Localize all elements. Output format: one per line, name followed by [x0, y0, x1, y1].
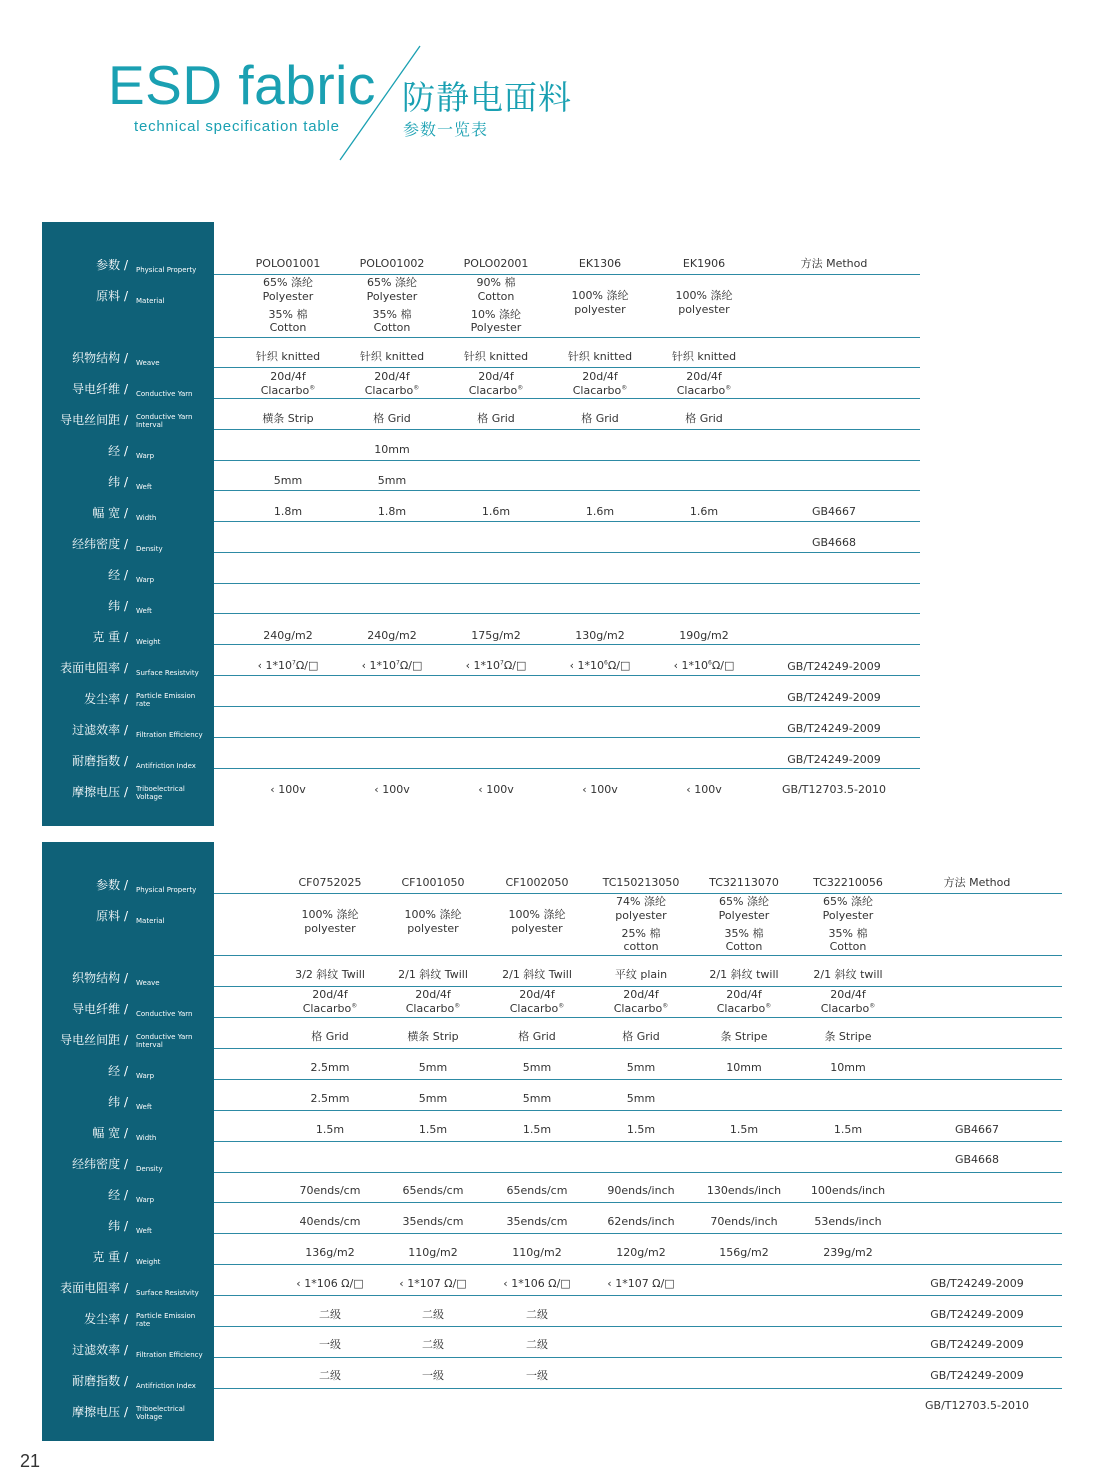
table2-yarn-cell: 20d/4f Clacarbo® [820, 988, 876, 1015]
sidebar-row [42, 899, 214, 930]
sidebar-row [42, 403, 214, 434]
sidebar-row [42, 1085, 214, 1116]
table1-resistivity-cell: ‹ $1*10^6\Omega/□$ [673, 659, 735, 672]
sidebar-label-en: Material [136, 297, 165, 306]
table1-interval-cell: 格 Grid [477, 412, 515, 425]
table2-antifriction-method: GB/T24249-2009 [930, 1369, 1024, 1382]
sidebar-label-en: Warp [136, 1072, 155, 1081]
sidebar-label-en: Physical Property [136, 266, 197, 275]
table1-rule [214, 367, 920, 368]
table2-column-header: CF0752025 [298, 876, 362, 889]
sidebar-row [42, 527, 214, 558]
sidebar-label-en: Weft [136, 483, 152, 492]
sidebar-row [42, 775, 214, 806]
sidebar-label-en: Triboelectrical Voltage [136, 784, 185, 802]
table2-weave-cell: 2/1 斜纹 twill [813, 968, 883, 981]
sidebar-row [42, 1302, 214, 1333]
table1-rule [214, 706, 920, 707]
sidebar-label-cn: 织物结构 / [72, 971, 128, 985]
sidebar-row [42, 620, 214, 651]
sidebar-label-en: Warp [136, 1196, 155, 1205]
table2-filtration-method: GB/T24249-2009 [930, 1338, 1024, 1351]
table2-yarn-cell: 20d/4f Clacarbo® [405, 988, 461, 1015]
sidebar-label-cn: 耐磨指数 / [72, 754, 128, 768]
sidebar-label-cn: 耐磨指数 / [72, 1374, 128, 1388]
sidebar-row [42, 465, 214, 496]
title-cn: 防静电面料 [402, 78, 572, 117]
table1-yarn-cell: 20d/4f Clacarbo® [676, 370, 732, 397]
table2-rule [214, 1079, 1062, 1080]
title-en: ESD fabric [108, 54, 376, 116]
table2-interval-cell: 格 Grid [622, 1030, 660, 1043]
table1-weave-cell: 针织 knitted [359, 350, 425, 363]
table2-interval-cell: 条 Stripe [720, 1030, 768, 1043]
sidebar-row [42, 651, 214, 682]
sidebar-label-en: Weight [136, 1258, 161, 1267]
table2-resistivity-cell: ‹ 1*107 Ω/□ [607, 1277, 675, 1290]
table2-rule [214, 1110, 1062, 1111]
table2-weft-cell: 5mm [626, 1092, 656, 1105]
table2-column-header: TC150213050 [602, 876, 680, 889]
table2-width-cell: 1.5m [729, 1123, 759, 1136]
sidebar-label-en: Warp [136, 576, 155, 585]
sidebar-row [42, 372, 214, 403]
table2-column-header: TC32210056 [813, 876, 883, 889]
sidebar-row [42, 682, 214, 713]
table1-particle-method: GB/T24249-2009 [787, 691, 881, 704]
table2-voltage-method: GB/T12703.5-2010 [925, 1399, 1029, 1412]
subtitle-en: technical specification table [134, 118, 340, 135]
table2-weight-cell: 110g/m2 [408, 1246, 458, 1259]
table2-rule [214, 1017, 1062, 1018]
sidebar-row [42, 1333, 214, 1364]
table2-interval-cell: 格 Grid [311, 1030, 349, 1043]
table1-yarn-cell: 20d/4f Clacarbo® [572, 370, 628, 397]
table2-rule [214, 1264, 1062, 1265]
sidebar-label-cn: 经 / [108, 444, 128, 458]
table1-resistivity-cell: ‹ $1*10^7\Omega/□$ [361, 659, 423, 672]
sidebar-row [42, 558, 214, 589]
table1-yarn-cell: 20d/4f Clacarbo® [260, 370, 316, 397]
table1-interval-cell: 格 Grid [373, 412, 411, 425]
sidebar-row [42, 1364, 214, 1395]
table2-particle-method: GB/T24249-2009 [930, 1308, 1024, 1321]
table1-column-header: POLO01001 [255, 257, 321, 270]
table2-density-warp-cell: 100ends/inch [810, 1184, 886, 1197]
table1-weave-cell: 针织 knitted [567, 350, 633, 363]
table2-interval-cell: 条 Stripe [824, 1030, 872, 1043]
table2-sidebar [42, 842, 214, 1441]
table2-antifriction-cell: 一级 [526, 1369, 548, 1382]
sidebar-label-cn: 摩擦电压 / [72, 1405, 128, 1419]
table2-weight-cell: 110g/m2 [512, 1246, 562, 1259]
sidebar-label-en: Material [136, 917, 165, 926]
table2-yarn-cell: 20d/4f Clacarbo® [302, 988, 358, 1015]
table1-weave-cell: 针织 knitted [463, 350, 529, 363]
table1-rule [214, 737, 920, 738]
table1-column-header: EK1306 [578, 257, 622, 270]
sidebar-label-en: Weight [136, 638, 161, 647]
table1-material-cell: 65% 涤纶 Polyester 35% 棉 Cotton [262, 276, 314, 335]
table2-yarn-cell: 20d/4f Clacarbo® [509, 988, 565, 1015]
sidebar-label-cn: 原料 / [96, 909, 128, 923]
table2-material-cell: 65% 涤纶 Polyester 35% 棉 Cotton [718, 895, 770, 954]
sidebar-label-en: Conductive Yarn [136, 1010, 193, 1019]
sidebar-label-cn: 幅 宽 / [92, 506, 128, 520]
sidebar-row [42, 279, 214, 310]
table2-width-cell: 1.5m [833, 1123, 863, 1136]
table1-weft-cell: 5mm [273, 474, 303, 487]
table2-column-header: CF1002050 [505, 876, 569, 889]
sidebar-row [42, 1116, 214, 1147]
table1-weight-cell: 130g/m2 [575, 629, 625, 642]
sidebar-label-cn: 过滤效率 / [72, 1343, 128, 1357]
sidebar-row [42, 1395, 214, 1426]
sidebar-row [42, 496, 214, 527]
table2-warp-cell: 10mm [726, 1061, 762, 1074]
table1-rule [214, 460, 920, 461]
sidebar-label-cn: 纬 / [108, 1095, 128, 1109]
table2-rule [214, 1048, 1062, 1049]
table1-rule [214, 337, 920, 338]
sidebar-label-en: Triboelectrical Voltage [136, 1404, 185, 1422]
table2-column-header: CF1001050 [401, 876, 465, 889]
table2-rule [214, 986, 1062, 987]
sidebar-label-cn: 表面电阻率 / [60, 1281, 128, 1295]
table2-rule [214, 1202, 1062, 1203]
table2-column-header: TC32113070 [709, 876, 779, 889]
table2-interval-cell: 格 Grid [518, 1030, 556, 1043]
sidebar-label-en: Density [136, 1165, 163, 1174]
sidebar-label-cn: 经 / [108, 1064, 128, 1078]
sidebar-label-cn: 纬 / [108, 1219, 128, 1233]
sidebar-row [42, 1178, 214, 1209]
table1-rule [214, 583, 920, 584]
sidebar-label-cn: 克 重 / [92, 1250, 128, 1264]
table1-rule [214, 398, 920, 399]
table2-yarn-cell: 20d/4f Clacarbo® [716, 988, 772, 1015]
table1-width-cell: 1.6m [689, 505, 719, 518]
table1-resistivity-method: GB/T24249-2009 [787, 660, 881, 673]
table2-density-warp-cell: 65ends/cm [402, 1184, 464, 1197]
table2-weave-cell: 平纹 plain [614, 968, 668, 981]
table1-yarn-cell: 20d/4f Clacarbo® [364, 370, 420, 397]
table1-density-method: GB4668 [811, 536, 857, 549]
table2-weave-cell: 2/1 斜纹 Twill [502, 968, 572, 981]
table1-voltage-cell: ‹ 100v [686, 783, 722, 796]
table1-resistivity-cell: ‹ $1*10^7\Omega/□$ [257, 659, 319, 672]
table2-weight-cell: 136g/m2 [305, 1246, 355, 1259]
table2-width-cell: 1.5m [418, 1123, 448, 1136]
table2-rule [214, 893, 1062, 894]
sidebar-label-en: Surface Resistvity [136, 1289, 199, 1298]
sidebar-row [42, 1054, 214, 1085]
sidebar-label-cn: 织物结构 / [72, 351, 128, 365]
table2-density-warp-cell: 90ends/inch [607, 1184, 675, 1197]
sidebar-label-en: Warp [136, 452, 155, 461]
table1-width-cell: 1.6m [585, 505, 615, 518]
sidebar-label-en: Weave [136, 979, 160, 988]
table1-weight-cell: 240g/m2 [263, 629, 313, 642]
sidebar-label-en: Filtration Efficiency [136, 1351, 203, 1360]
sidebar-row [42, 341, 214, 372]
table1-antifriction-method: GB/T24249-2009 [787, 753, 881, 766]
table2-filtration-cell: 二级 [526, 1338, 548, 1351]
table2-resistivity-cell: ‹ 1*106 Ω/□ [296, 1277, 364, 1290]
table2-density-warp-cell: 130ends/inch [706, 1184, 782, 1197]
table1-rule [214, 768, 920, 769]
sidebar-label-cn: 发尘率 / [84, 692, 128, 706]
table1-rule [214, 552, 920, 553]
sidebar-label-cn: 参数 / [96, 878, 128, 892]
table2-resistivity-cell: ‹ 1*107 Ω/□ [399, 1277, 467, 1290]
sidebar-label-cn: 表面电阻率 / [60, 661, 128, 675]
table2-warp-cell: 5mm [522, 1061, 552, 1074]
table1-rule [214, 644, 920, 645]
table1-material-cell: 65% 涤纶 Polyester 35% 棉 Cotton [366, 276, 418, 335]
table1-interval-cell: 横条 Strip [262, 412, 314, 425]
table2-particle-cell: 二级 [526, 1308, 548, 1321]
table1-filtration-method: GB/T24249-2009 [787, 722, 881, 735]
table2-particle-cell: 二级 [319, 1308, 341, 1321]
table2-weight-cell: 156g/m2 [719, 1246, 769, 1259]
table2-warp-cell: 5mm [626, 1061, 656, 1074]
sidebar-label-en: Width [136, 1134, 157, 1143]
table1-rule [214, 274, 920, 275]
table2-antifriction-cell: 一级 [422, 1369, 444, 1382]
table2-width-cell: 1.5m [522, 1123, 552, 1136]
table2-width-cell: 1.5m [315, 1123, 345, 1136]
table2-density-weft-cell: 70ends/inch [710, 1215, 778, 1228]
sidebar-row [42, 248, 214, 279]
sidebar-row [42, 868, 214, 899]
table1-rule [214, 429, 920, 430]
table2-material-cell: 100% 涤纶 polyester [404, 908, 462, 935]
table2-yarn-cell: 20d/4f Clacarbo® [613, 988, 669, 1015]
sidebar-label-cn: 发尘率 / [84, 1312, 128, 1326]
table1-voltage-cell: ‹ 100v [582, 783, 618, 796]
table1-width-cell: 1.8m [273, 505, 303, 518]
table2-weave-cell: 3/2 斜纹 Twill [295, 968, 365, 981]
table2-material-cell: 65% 涤纶 Polyester 35% 棉 Cotton [822, 895, 874, 954]
table1-resistivity-cell: ‹ $1*10^7\Omega/□$ [465, 659, 527, 672]
table2-weft-cell: 5mm [522, 1092, 552, 1105]
table2-material-cell: 100% 涤纶 polyester [508, 908, 566, 935]
table1-width-cell: 1.6m [481, 505, 511, 518]
sidebar-label-en: Conductive Yarn Interval [136, 1032, 193, 1050]
table2-warp-cell: 5mm [418, 1061, 448, 1074]
sidebar-label-cn: 纬 / [108, 599, 128, 613]
sidebar-row [42, 961, 214, 992]
sidebar-row [42, 744, 214, 775]
sidebar-row [42, 1271, 214, 1302]
sidebar-label-en: Weft [136, 607, 152, 616]
table2-filtration-cell: 二级 [422, 1338, 444, 1351]
table2-weave-cell: 2/1 斜纹 Twill [398, 968, 468, 981]
sidebar-label-en: Conductive Yarn [136, 390, 193, 399]
table2-density-warp-cell: 70ends/cm [299, 1184, 361, 1197]
table1-column-header: POLO01002 [359, 257, 425, 270]
sidebar-label-cn: 导电纤维 / [72, 1002, 128, 1016]
table1-resistivity-cell: ‹ $1*10^6\Omega/□$ [569, 659, 631, 672]
table2-density-weft-cell: 40ends/cm [299, 1215, 361, 1228]
table2-weight-cell: 120g/m2 [616, 1246, 666, 1259]
sidebar-row [42, 992, 214, 1023]
table2-weight-cell: 239g/m2 [823, 1246, 873, 1259]
table2-particle-cell: 二级 [422, 1308, 444, 1321]
table1-weave-cell: 针织 knitted [671, 350, 737, 363]
sidebar-label-cn: 纬 / [108, 475, 128, 489]
table1-weft-cell: 5mm [377, 474, 407, 487]
sidebar-label-en: Weft [136, 1227, 152, 1236]
table2-material-cell: 74% 涤纶 polyester 25% 棉 cotton [615, 895, 667, 954]
sidebar-row [42, 1240, 214, 1271]
table2-material-cell: 100% 涤纶 polyester [301, 908, 359, 935]
title-divider-slash [0, 0, 460, 170]
sidebar-label-en: Width [136, 514, 157, 523]
sidebar-label-cn: 导电丝间距 / [60, 1033, 128, 1047]
table1-weight-cell: 190g/m2 [679, 629, 729, 642]
sidebar-label-en: Antifriction Index [136, 762, 196, 771]
table2-density-weft-cell: 35ends/cm [402, 1215, 464, 1228]
table1-rule [214, 490, 920, 491]
table2-weave-cell: 2/1 斜纹 twill [709, 968, 779, 981]
sidebar-label-cn: 克 重 / [92, 630, 128, 644]
table1-voltage-method: GB/T12703.5-2010 [782, 783, 886, 796]
table1-interval-cell: 格 Grid [685, 412, 723, 425]
sidebar-label-cn: 参数 / [96, 258, 128, 272]
sidebar-label-cn: 经 / [108, 1188, 128, 1202]
sidebar-row [42, 1023, 214, 1054]
table1-weight-cell: 175g/m2 [471, 629, 521, 642]
table2-rule [214, 1295, 1062, 1296]
table1-column-header: EK1906 [682, 257, 726, 270]
table1-rule [214, 521, 920, 522]
table2-filtration-cell: 一级 [319, 1338, 341, 1351]
sidebar-label-en: Weft [136, 1103, 152, 1112]
table1-yarn-cell: 20d/4f Clacarbo® [468, 370, 524, 397]
table1-weave-cell: 针织 knitted [255, 350, 321, 363]
table2-density-weft-cell: 62ends/inch [607, 1215, 675, 1228]
table2-density-method: GB4668 [954, 1153, 1000, 1166]
table2-rule [214, 1326, 1062, 1327]
table2-resistivity-method: GB/T24249-2009 [930, 1277, 1024, 1290]
sidebar-label-en: Antifriction Index [136, 1382, 196, 1391]
table1-voltage-cell: ‹ 100v [374, 783, 410, 796]
table1-sidebar [42, 222, 214, 826]
table1-material-cell: 90% 棉 Cotton 10% 涤纶 Polyester [470, 276, 522, 335]
sidebar-label-en: Surface Resistvity [136, 669, 199, 678]
sidebar-label-en: Physical Property [136, 886, 197, 895]
table2-density-warp-cell: 65ends/cm [506, 1184, 568, 1197]
table1-rule [214, 613, 920, 614]
sidebar-row [42, 1147, 214, 1178]
table2-weft-cell: 5mm [418, 1092, 448, 1105]
table1-column-header: POLO02001 [463, 257, 529, 270]
sidebar-label-cn: 过滤效率 / [72, 723, 128, 737]
table1-warp-cell: 10mm [374, 443, 410, 456]
table2-rule [214, 1172, 1062, 1173]
table2-column-header: 方法 Method [943, 876, 1011, 889]
table1-material-cell: 100% 涤纶 polyester [571, 289, 629, 316]
sidebar-label-cn: 经纬密度 / [72, 537, 128, 551]
sidebar-label-cn: 经纬密度 / [72, 1157, 128, 1171]
table1-voltage-cell: ‹ 100v [270, 783, 306, 796]
table2-interval-cell: 横条 Strip [407, 1030, 459, 1043]
sidebar-label-cn: 经 / [108, 568, 128, 582]
table1-rule [214, 675, 920, 676]
sidebar-row [42, 1209, 214, 1240]
table2-rule [214, 1357, 1062, 1358]
table2-rule [214, 955, 1062, 956]
sidebar-label-cn: 原料 / [96, 289, 128, 303]
table1-voltage-cell: ‹ 100v [478, 783, 514, 796]
page-number: 21 [20, 1451, 41, 1471]
table2-rule [214, 1141, 1062, 1142]
table2-weft-cell: 2.5mm [310, 1092, 350, 1105]
table1-material-cell: 100% 涤纶 polyester [675, 289, 733, 316]
table2-resistivity-cell: ‹ 1*106 Ω/□ [503, 1277, 571, 1290]
table1-interval-cell: 格 Grid [581, 412, 619, 425]
sidebar-label-en: Conductive Yarn Interval [136, 412, 193, 430]
sidebar-row [42, 713, 214, 744]
sidebar-label-en: Density [136, 545, 163, 554]
table2-warp-cell: 2.5mm [310, 1061, 350, 1074]
table2-width-cell: 1.5m [626, 1123, 656, 1136]
table2-density-weft-cell: 53ends/inch [814, 1215, 882, 1228]
sidebar-row [42, 434, 214, 465]
table2-density-weft-cell: 35ends/cm [506, 1215, 568, 1228]
table1-column-header: 方法 Method [800, 257, 868, 270]
sidebar-label-en: Particle Emission rate [136, 691, 196, 709]
table1-width-cell: 1.8m [377, 505, 407, 518]
table1-width-cell: GB4667 [811, 505, 857, 518]
sidebar-label-en: Filtration Efficiency [136, 731, 203, 740]
sidebar-label-cn: 摩擦电压 / [72, 785, 128, 799]
sidebar-label-cn: 导电丝间距 / [60, 413, 128, 427]
table2-rule [214, 1233, 1062, 1234]
table2-width-cell: GB4667 [954, 1123, 1000, 1136]
sidebar-label-cn: 幅 宽 / [92, 1126, 128, 1140]
table1-weight-cell: 240g/m2 [367, 629, 417, 642]
sidebar-label-en: Particle Emission rate [136, 1311, 196, 1329]
table2-rule [214, 1388, 1062, 1389]
sidebar-label-cn: 导电纤维 / [72, 382, 128, 396]
table2-warp-cell: 10mm [830, 1061, 866, 1074]
sidebar-label-en: Weave [136, 359, 160, 368]
subtitle-cn: 参数一览表 [403, 120, 489, 139]
table2-antifriction-cell: 二级 [319, 1369, 341, 1382]
sidebar-row [42, 589, 214, 620]
